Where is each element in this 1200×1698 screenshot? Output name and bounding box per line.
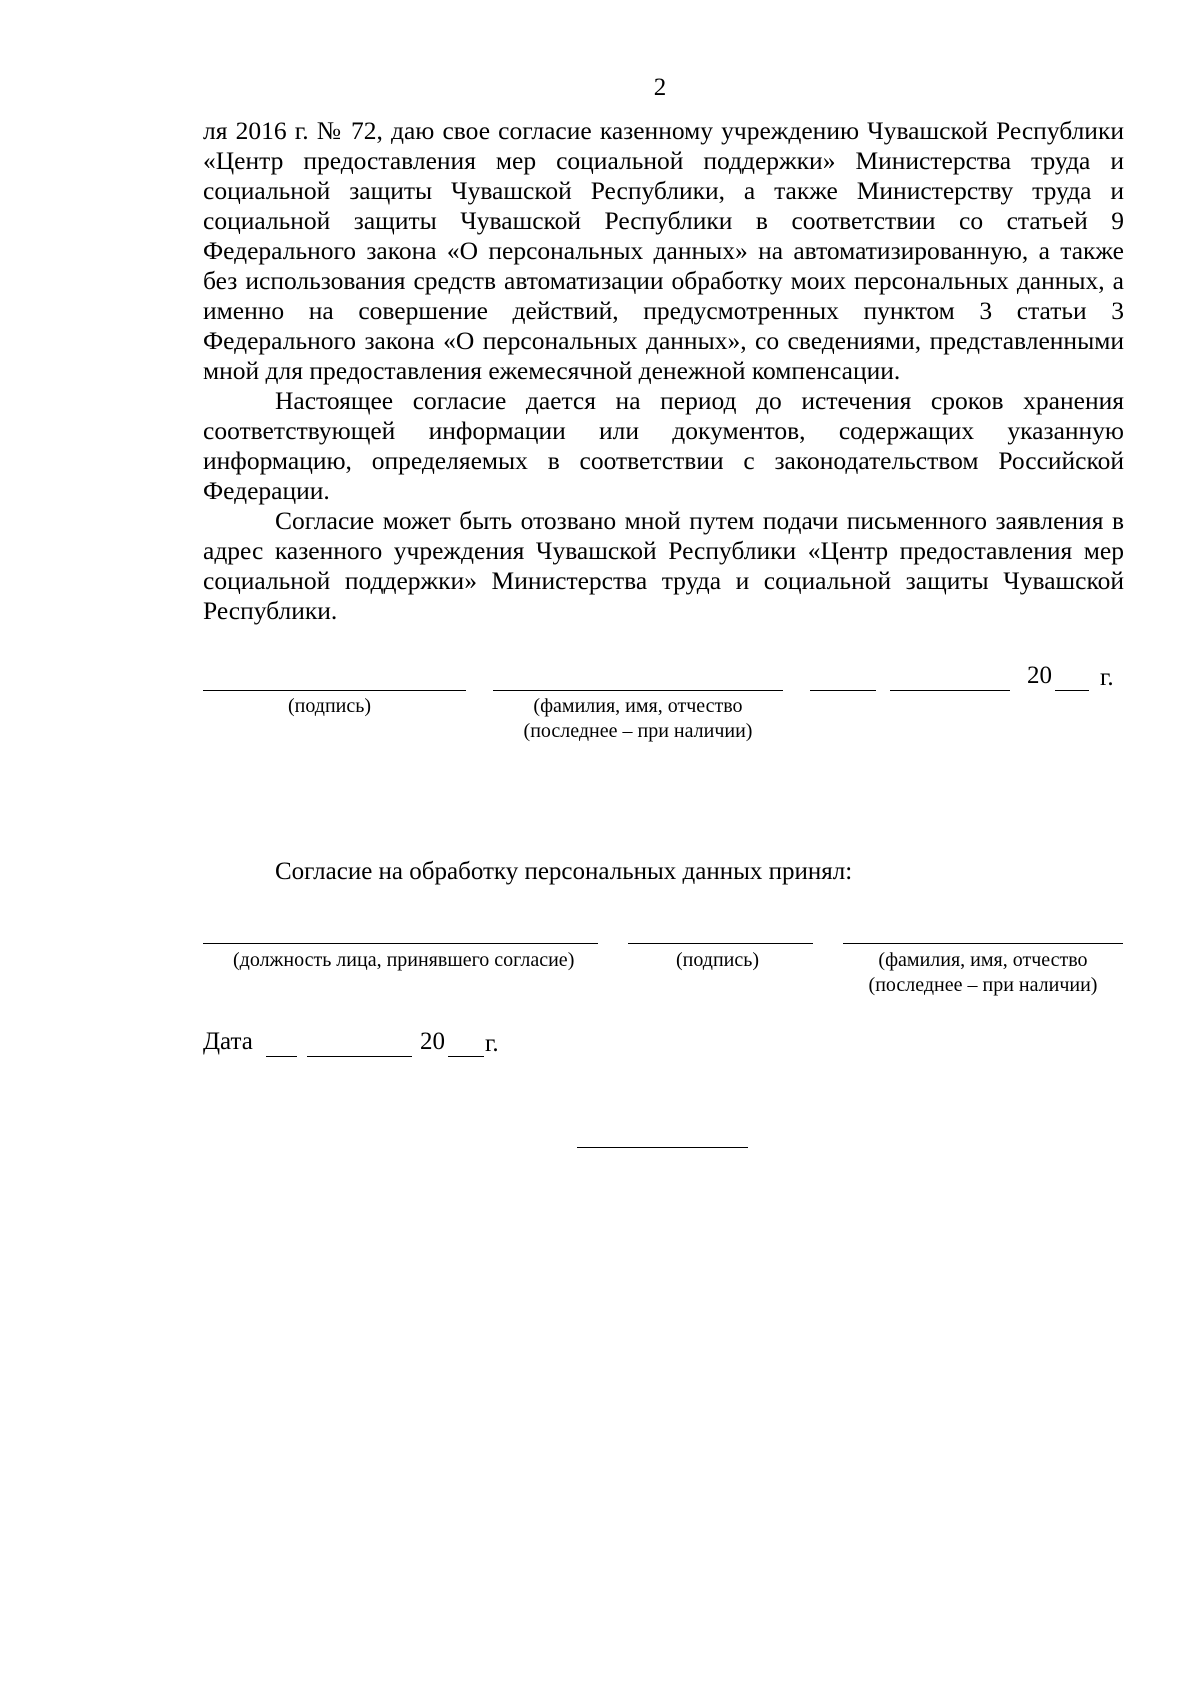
full-name-caption-line1: (фамилия, имя, отчество bbox=[533, 695, 743, 717]
consent-body bbox=[203, 116, 1124, 626]
closing-divider bbox=[577, 1147, 748, 1148]
acceptor-name-caption bbox=[846, 948, 1120, 998]
acceptor-name-line[interactable] bbox=[843, 943, 1123, 944]
full-name-caption bbox=[508, 694, 768, 744]
position-caption: (должность лица, принявшего согласие) bbox=[233, 949, 575, 971]
signature-line[interactable] bbox=[203, 690, 466, 691]
acceptor-signature-caption: (подпись) bbox=[676, 949, 760, 971]
position-line[interactable] bbox=[203, 943, 598, 944]
accepted-heading: Согласие на обработку персональных данных принял: bbox=[275, 858, 853, 885]
month-line[interactable] bbox=[890, 690, 1010, 691]
date-year-prefix: 20 bbox=[420, 1028, 445, 1055]
full-name-caption-line2: (последнее – при наличии) bbox=[523, 720, 753, 742]
year-line[interactable] bbox=[1055, 690, 1089, 691]
consent-paragraph-3: Согласие может быть отозвано мной путем подачи письменного заявления в адрес казенного учреждения Чувашской Республики «Центр предоставления мер социальной поддержки» Министерства труда и социальной защиты Чувашской Республики. bbox=[203, 506, 1124, 625]
acceptor-name-caption-line2: (последнее – при наличии) bbox=[868, 974, 1098, 996]
full-name-line[interactable] bbox=[493, 690, 783, 691]
consent-paragraph-1: ля 2016 г. № 72, даю свое согласие казенному учреждению Чувашской Республики «Центр предоставления мер социальной поддержки» Министерства труда и социальной защиты Чувашской Республики, а также Министерству труда и социальной защиты Чувашской Республики в соответствии со статьей 9 Федерального закона «О персональных данных» на автоматизированную, а также без использования средств автоматизации обработку моих персональных данных, а именно на совершение действий, предусмотренных пунктом 3 статьи 3 Федерального закона «О персональных данных», со сведениями, представленными мной для предоставления ежемесячной денежной компенсации. bbox=[203, 116, 1124, 385]
date-day-line[interactable] bbox=[266, 1056, 297, 1057]
acceptor-signature-line[interactable] bbox=[628, 943, 813, 944]
day-line[interactable] bbox=[810, 690, 876, 691]
year-prefix: 20 bbox=[1027, 662, 1052, 689]
date-year-line[interactable] bbox=[448, 1056, 484, 1057]
year-suffix: г. bbox=[1100, 664, 1114, 691]
signature-caption: (подпись) bbox=[288, 695, 372, 717]
date-month-line[interactable] bbox=[307, 1056, 412, 1057]
date-label: Дата bbox=[203, 1028, 253, 1055]
page-number: 2 bbox=[653, 74, 667, 101]
consent-paragraph-2: Настоящее согласие дается на период до истечения сроков хранения соответствующей информации или документов, содержащих указанную информацию, определяемых в соответствии с законодательством Российской Федерации. bbox=[203, 386, 1124, 505]
acceptor-name-caption-line1: (фамилия, имя, отчество bbox=[878, 949, 1088, 971]
date-year-suffix: г. bbox=[485, 1030, 499, 1057]
